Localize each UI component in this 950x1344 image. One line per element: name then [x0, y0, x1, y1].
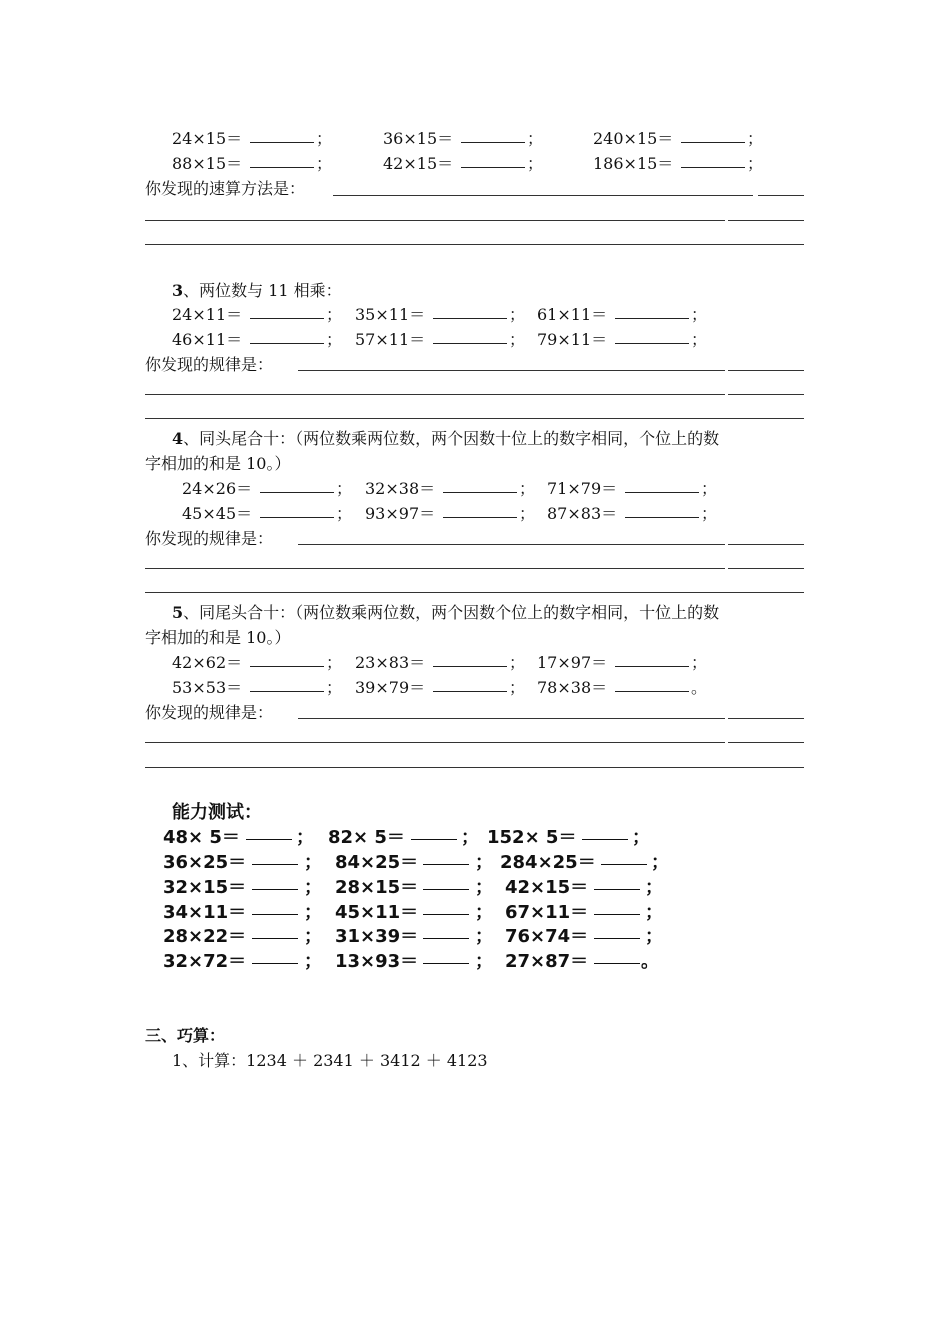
- answer-line[interactable]: [145, 418, 804, 419]
- semicolon: ；: [527, 154, 544, 173]
- semicolon: ；: [509, 330, 526, 349]
- semicolon: ；: [691, 330, 708, 349]
- semicolon: ；: [475, 951, 493, 972]
- s2-expr: 240×15＝: [593, 129, 674, 148]
- ability-row-4: [0, 898, 950, 922]
- s-three-item-row: [0, 1048, 950, 1072]
- answer-blank[interactable]: [252, 947, 298, 964]
- answer-line[interactable]: [728, 568, 804, 569]
- semicolon: ；: [326, 330, 343, 349]
- ability-expr: 67×11＝: [505, 902, 589, 923]
- ability-title: 能力测试：: [172, 802, 262, 823]
- s5-discover: [0, 700, 950, 724]
- s4-expr: 93×97＝: [365, 504, 436, 523]
- s4-row-1: [0, 476, 950, 500]
- s4-expr: 87×83＝: [547, 504, 618, 523]
- s4-expr: 32×38＝: [365, 479, 436, 498]
- answer-blank[interactable]: [594, 873, 640, 890]
- ability-expr: 48× 5＝: [163, 827, 240, 848]
- semicolon: ；: [645, 926, 663, 947]
- answer-line[interactable]: [728, 370, 804, 371]
- semicolon: ；: [509, 653, 526, 672]
- ability-expr: 42×15＝: [505, 877, 589, 898]
- answer-blank[interactable]: [252, 898, 298, 915]
- answer-blank[interactable]: [433, 675, 507, 692]
- s4-expr: 24×26＝: [182, 479, 253, 498]
- semicolon: ；: [296, 827, 314, 848]
- s3-expr: 57×11＝: [355, 330, 426, 349]
- s5-expr: 23×83＝: [355, 653, 426, 672]
- ability-row-1: [0, 823, 950, 847]
- semicolon: ；: [519, 504, 536, 523]
- s3-expr: 79×11＝: [537, 330, 608, 349]
- s5-expr: 78×38＝: [537, 678, 608, 697]
- section-heading: 三、巧算：: [145, 1026, 226, 1045]
- answer-blank[interactable]: [250, 151, 314, 168]
- answer-line[interactable]: [145, 568, 725, 569]
- s3-discover: [0, 352, 950, 376]
- ability-expr: 32×15＝: [163, 877, 247, 898]
- ability-expr: 28×22＝: [163, 926, 247, 947]
- s4-title-2: [0, 451, 950, 475]
- ability-expr: 32×72＝: [163, 951, 247, 972]
- ability-expr: 82× 5＝: [328, 827, 405, 848]
- calc-question: 1、计算：1234 ＋ 2341 ＋ 3412 ＋ 4123: [172, 1051, 488, 1070]
- semicolon: ；: [304, 926, 322, 947]
- semicolon: ；: [336, 504, 353, 523]
- ability-expr: 34×11＝: [163, 902, 247, 923]
- s5-expr: 17×97＝: [537, 653, 608, 672]
- answer-blank[interactable]: [260, 476, 334, 493]
- semicolon: ；: [475, 902, 493, 923]
- answer-blank[interactable]: [615, 675, 689, 692]
- semicolon: ；: [747, 154, 764, 173]
- answer-blank[interactable]: [443, 501, 517, 518]
- s5-title-2: [0, 625, 950, 649]
- answer-blank[interactable]: [433, 650, 507, 667]
- answer-blank[interactable]: [625, 501, 699, 518]
- semicolon: ；: [475, 877, 493, 898]
- s5-expr: 42×62＝: [172, 653, 243, 672]
- semicolon: ；: [691, 653, 708, 672]
- answer-blank[interactable]: [461, 151, 525, 168]
- answer-blank[interactable]: [423, 898, 469, 915]
- ability-row-6: [0, 947, 950, 971]
- ability-expr: 13×93＝: [335, 951, 419, 972]
- semicolon: ；: [304, 902, 322, 923]
- answer-blank[interactable]: [423, 848, 469, 865]
- ability-expr: 84×25＝: [335, 852, 419, 873]
- semicolon: ；: [475, 852, 493, 873]
- ability-expr: 31×39＝: [335, 926, 419, 947]
- answer-line[interactable]: [298, 718, 725, 719]
- answer-blank[interactable]: [625, 476, 699, 493]
- semicolon: ；: [475, 926, 493, 947]
- answer-line[interactable]: [728, 718, 804, 719]
- s2-expr: 24×15＝: [172, 129, 243, 148]
- s5-expr: 53×53＝: [172, 678, 243, 697]
- s3-row-2: [0, 327, 950, 351]
- s3-number: 3: [172, 281, 184, 300]
- semicolon: ；: [519, 479, 536, 498]
- answer-line[interactable]: [333, 195, 753, 196]
- s5-expr: 39×79＝: [355, 678, 426, 697]
- answer-blank[interactable]: [594, 898, 640, 915]
- s4-number: 4: [172, 429, 184, 448]
- answer-line[interactable]: [758, 195, 804, 196]
- discover-label: 你发现的规律是：: [145, 355, 274, 374]
- semicolon: ；: [651, 852, 669, 873]
- semicolon: ；: [509, 305, 526, 324]
- s4-title-cont: 字相加的和是 10。）: [145, 454, 291, 473]
- s4-title-1: [0, 426, 950, 450]
- discover-label: 你发现的规律是：: [145, 703, 274, 722]
- answer-blank[interactable]: [260, 501, 334, 518]
- s5-row-1: [0, 650, 950, 674]
- s-three-title-row: [0, 1023, 950, 1047]
- answer-blank[interactable]: [252, 873, 298, 890]
- semicolon: ；: [632, 827, 650, 848]
- ability-row-2: [0, 848, 950, 872]
- ability-expr: 76×74＝: [505, 926, 589, 947]
- s5-title-1: [0, 600, 950, 624]
- answer-blank[interactable]: [411, 823, 457, 840]
- semicolon: ；: [326, 305, 343, 324]
- answer-blank[interactable]: [250, 327, 324, 344]
- answer-blank[interactable]: [594, 922, 640, 939]
- ability-row-3: [0, 873, 950, 897]
- ability-expr: 36×25＝: [163, 852, 247, 873]
- s5-number: 5: [172, 603, 184, 622]
- s4-expr: 71×79＝: [547, 479, 618, 498]
- answer-line[interactable]: [298, 544, 725, 545]
- period: 。: [691, 678, 708, 697]
- ability-expr: 152× 5＝: [487, 827, 577, 848]
- ability-expr: 284×25＝: [500, 852, 596, 873]
- answer-blank[interactable]: [252, 848, 298, 865]
- semicolon: ；: [304, 951, 322, 972]
- answer-line[interactable]: [145, 220, 725, 221]
- answer-blank[interactable]: [615, 327, 689, 344]
- answer-line[interactable]: [728, 220, 804, 221]
- answer-blank[interactable]: [443, 476, 517, 493]
- s4-discover: [0, 526, 950, 550]
- answer-blank[interactable]: [423, 947, 469, 964]
- answer-blank[interactable]: [681, 126, 745, 143]
- s3-title: [0, 278, 950, 302]
- answer-line[interactable]: [145, 592, 804, 593]
- answer-line[interactable]: [145, 244, 804, 245]
- semicolon: ；: [527, 129, 544, 148]
- answer-line[interactable]: [728, 544, 804, 545]
- s3-expr: 35×11＝: [355, 305, 426, 324]
- answer-blank[interactable]: [615, 650, 689, 667]
- answer-line[interactable]: [728, 742, 804, 743]
- semicolon: ；: [509, 678, 526, 697]
- answer-blank[interactable]: [594, 947, 640, 964]
- ability-expr: 45×11＝: [335, 902, 419, 923]
- answer-line[interactable]: [145, 742, 725, 743]
- answer-blank[interactable]: [246, 823, 292, 840]
- answer-blank[interactable]: [250, 302, 324, 319]
- answer-blank[interactable]: [250, 675, 324, 692]
- answer-blank[interactable]: [681, 151, 745, 168]
- s5-row-2: [0, 675, 950, 699]
- semicolon: ；: [645, 877, 663, 898]
- s4-expr: 45×45＝: [182, 504, 253, 523]
- answer-line[interactable]: [298, 370, 725, 371]
- discover-label: 你发现的速算方法是：: [145, 179, 306, 198]
- s3-expr: 24×11＝: [172, 305, 243, 324]
- answer-line[interactable]: [728, 394, 804, 395]
- answer-blank[interactable]: [423, 873, 469, 890]
- s2-expr: 36×15＝: [383, 129, 454, 148]
- semicolon: ；: [336, 479, 353, 498]
- answer-blank[interactable]: [601, 848, 647, 865]
- semicolon: ；: [701, 479, 718, 498]
- period: 。: [641, 951, 659, 972]
- answer-blank[interactable]: [250, 650, 324, 667]
- ability-row-5: [0, 922, 950, 946]
- s3-expr: 46×11＝: [172, 330, 243, 349]
- s2-row-2: [0, 151, 950, 175]
- answer-blank[interactable]: [252, 922, 298, 939]
- s3-expr: 61×11＝: [537, 305, 608, 324]
- semicolon: ；: [304, 852, 322, 873]
- answer-blank[interactable]: [615, 302, 689, 319]
- semicolon: ；: [701, 504, 718, 523]
- answer-blank[interactable]: [582, 823, 628, 840]
- answer-blank[interactable]: [250, 126, 314, 143]
- semicolon: ；: [326, 678, 343, 697]
- s5-title-text: 、同尾头合十：（两位数乘两位数，两个因数个位上的数字相同，十位上的数: [183, 603, 720, 622]
- semicolon: ；: [747, 129, 764, 148]
- answer-blank[interactable]: [433, 302, 507, 319]
- answer-line[interactable]: [145, 767, 804, 768]
- semicolon: ；: [316, 129, 333, 148]
- s2-row-1: [0, 126, 950, 150]
- s2-expr: 42×15＝: [383, 154, 454, 173]
- answer-line[interactable]: [145, 394, 725, 395]
- ability-expr: 28×15＝: [335, 877, 419, 898]
- s3-title-text: 、两位数与 11 相乘：: [183, 281, 342, 300]
- answer-blank[interactable]: [423, 922, 469, 939]
- s4-title-text: 、同头尾合十：（两位数乘两位数，两个因数十位上的数字相同，个位上的数: [183, 429, 720, 448]
- discover-label: 你发现的规律是：: [145, 529, 274, 548]
- s4-row-2: [0, 501, 950, 525]
- ability-title-row: [0, 798, 950, 822]
- answer-blank[interactable]: [433, 327, 507, 344]
- semicolon: ；: [316, 154, 333, 173]
- s2-expr: 88×15＝: [172, 154, 243, 173]
- answer-blank[interactable]: [461, 126, 525, 143]
- s2-expr: 186×15＝: [593, 154, 674, 173]
- semicolon: ；: [461, 827, 479, 848]
- ability-expr: 27×87＝: [505, 951, 589, 972]
- s3-row-1: [0, 302, 950, 326]
- semicolon: ；: [304, 877, 322, 898]
- semicolon: ；: [691, 305, 708, 324]
- s2-discover: [0, 176, 950, 200]
- semicolon: ；: [645, 902, 663, 923]
- s5-title-cont: 字相加的和是 10。）: [145, 628, 291, 647]
- semicolon: ；: [326, 653, 343, 672]
